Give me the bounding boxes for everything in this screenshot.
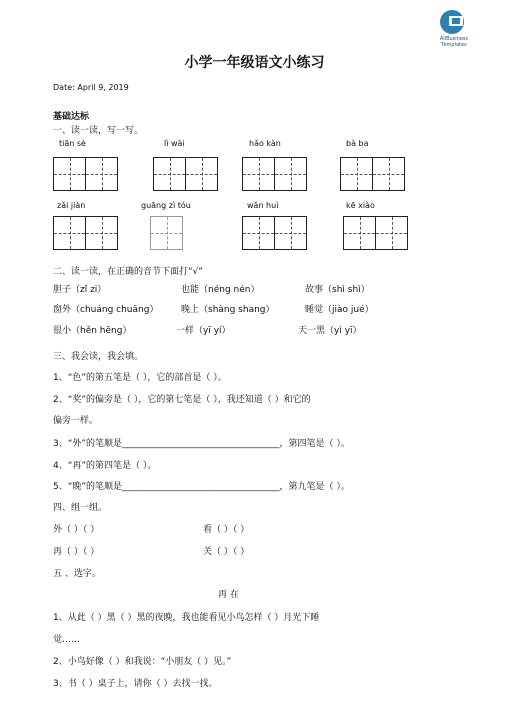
q5-line: 1、从此（ ）黑（ ）黑的夜晚，我也能看见小鸟怎样（ ）月光下睡: [53, 613, 320, 623]
q2-item: 也能（néng nén）: [181, 285, 260, 295]
q3-line: 4、“再”的第四笔是（ ）。: [53, 461, 157, 471]
writing-grid[interactable]: [343, 216, 407, 250]
date-line: Date: April 9, 2019: [53, 83, 129, 92]
q4-title: 四、组一组。: [53, 503, 108, 513]
pinyin-label: tiān sè: [59, 139, 86, 148]
q4-item: 关（ ）（ ）: [203, 547, 250, 557]
q5-line: 觉……: [53, 635, 81, 645]
q3-line: 1、“色”的第五笔是（ ），它的部首是（ ）。: [53, 373, 227, 383]
brand-logo: [436, 10, 472, 46]
q2-title: 二、读一读，在正确的音节下面打“√”: [53, 267, 204, 277]
q4-item: 看（ ）（ ）: [203, 525, 250, 535]
q2-item: 很小（hěn hěng）: [53, 326, 132, 336]
q2-item: 故事（shì shì）: [305, 285, 370, 295]
pinyin-label: guāng zì tóu: [141, 201, 191, 210]
q2-item: 晚上（shàng shang）: [181, 305, 275, 315]
q3-line: 3、“外”的笔顺是___________________________________，第四笔是（ ）。: [53, 439, 350, 449]
q5-line: 2、小鸟好像（ ）和我说：“小朋友（ ）见。”: [53, 657, 232, 667]
q2-item: 一样（yī yí）: [176, 326, 231, 336]
q2-item: 窗外（chuáng chuāng）: [53, 305, 159, 315]
q4-item: 再（ ）（ ）: [53, 547, 100, 557]
pinyin-label: kē xiào: [346, 201, 375, 210]
q5-title: 五 、选字。: [53, 569, 101, 579]
q2-item: 胆子（zǐ zi）: [53, 285, 107, 295]
q3-title: 三、我会读，我会填。: [53, 352, 144, 362]
writing-grid[interactable]: [53, 216, 117, 250]
pinyin-label: hǎo kàn: [249, 139, 281, 148]
q4-item: 外（ ）（ ）: [53, 525, 100, 535]
q5-choices: 再 在: [218, 590, 239, 600]
writing-grid[interactable]: [242, 157, 306, 191]
writing-grid[interactable]: [242, 216, 306, 250]
writing-grid[interactable]: [53, 157, 117, 191]
pinyin-label: zǎi jiàn: [57, 201, 86, 210]
q2-item: 天一黑（yì yī）: [298, 326, 362, 336]
page-title: 小学一年级语文小练习: [184, 55, 325, 71]
q3-line: 2、“奖”的偏旁是（ ），它的第七笔是（ ），我还知道（ ）和它的: [53, 395, 311, 405]
section-heading: 基础达标: [53, 112, 90, 122]
monitor-icon: [440, 10, 464, 34]
q3-line: 偏旁一样。: [53, 416, 99, 426]
pinyin-label: bà ba: [346, 139, 369, 148]
pinyin-label: lì wài: [164, 139, 185, 148]
q5-line: 3、书（ ）桌子上，请你（ ）去找一找。: [53, 679, 218, 689]
logo-text: AllBusiness Templates: [439, 36, 469, 48]
q2-item: 睡觉（jiào jué）: [305, 305, 374, 315]
pinyin-label: wǎn huì: [247, 201, 279, 210]
writing-grid[interactable]: [150, 216, 182, 250]
q3-line: 5、“晚”的笔顺是___________________________________，第九笔是（ ）。: [53, 482, 350, 492]
q1-title: 一、读一读，写一写。: [53, 126, 144, 136]
writing-grid[interactable]: [153, 157, 217, 191]
writing-grid[interactable]: [340, 157, 404, 191]
